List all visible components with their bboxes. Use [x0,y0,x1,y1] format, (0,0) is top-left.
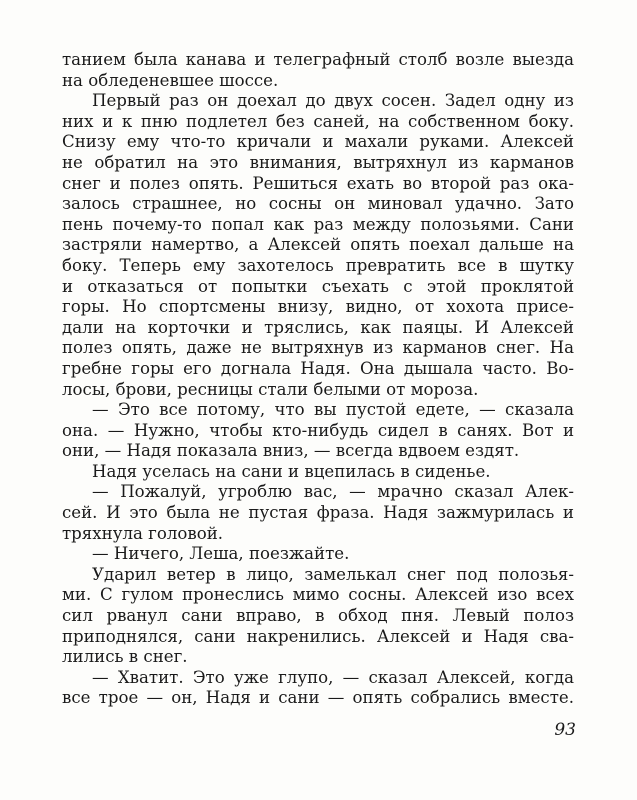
text-line: Первый раз он доехал до двух сосен. Задел одну из [92,91,574,111]
text-line: лосы, брови, ресницы стали белыми от мороза. [62,379,479,399]
text-line: — Пожалуй, угроблю вас, — мрачно сказал Алек- [92,482,574,502]
text-line: и отказаться от попытки съехать с этой проклятой [62,276,574,296]
body-text [62,50,574,709]
text-line: Снизу ему что-то кричали и махали руками. Алексей [62,132,574,152]
text-line: залось страшнее, но сосны он миновал удачно. Зато [62,194,574,214]
text-line: Надя уселась на сани и вцепилась в сиденье. [92,461,491,481]
text-line: горы. Но спортсмены внизу, видно, от хохота присе- [62,297,574,317]
text-line: они, — Надя показала вниз, — всегда вдвоем ездят. [62,441,520,461]
text-line: не обратил на это внимания, вытряхнул из карманов [62,152,574,172]
text-line: застряли намертво, а Алексей опять поехал дальше на [62,235,574,255]
text-line: — Ничего, Леша, поезжайте. [92,544,350,564]
text-line: Ударил ветер в лицо, замелькал снег под полозья- [92,564,574,584]
text-line: сил рванул сани вправо, в обход пня. Левый полоз [62,606,574,626]
text-line: — Это все потому, что вы пустой едете, — сказала [92,400,574,420]
text-line: снег и полез опять. Решиться ехать во второй раз ока- [62,173,574,193]
text-line: ми. С гулом пронеслись мимо сосны. Алексей изо всех [62,585,574,605]
text-line: танием была канава и телеграфный столб возле выезда [62,50,574,69]
text-line: пень почему-то попал как раз между полозьями. Сани [62,214,574,234]
text-line: сей. И это была не пустая фраза. Надя зажмурилась и [62,503,574,523]
text-line: них и к пню подлетел без саней, на собственном боку. [62,111,574,131]
text-line: тряхнула головой. [62,523,224,543]
text-line: на обледеневшее шоссе. [62,70,279,90]
text-line: гребне горы его догнала Надя. Она дышала часто. Во- [62,358,574,378]
text-line: лились в снег. [62,647,188,667]
text-line: она. — Нужно, чтобы кто-нибудь сидел в санях. Вот и [62,420,574,440]
text-line: приподнялся, сани накренились. Алексей и Надя сва- [62,626,574,646]
text-line: все трое — он, Надя и сани — опять собрались вместе. [62,688,574,708]
text-line: дали на корточки и тряслись, как паяцы. И Алексей [62,317,574,337]
text-line: — Хватит. Это уже глупо, — сказал Алексей, когда [92,667,574,687]
text-line: полез опять, даже не вытряхнув из карманов снег. На [62,338,574,358]
page-number: 93 [554,720,576,740]
text-line: боку. Теперь ему захотелось превратить все в шутку [62,255,574,275]
